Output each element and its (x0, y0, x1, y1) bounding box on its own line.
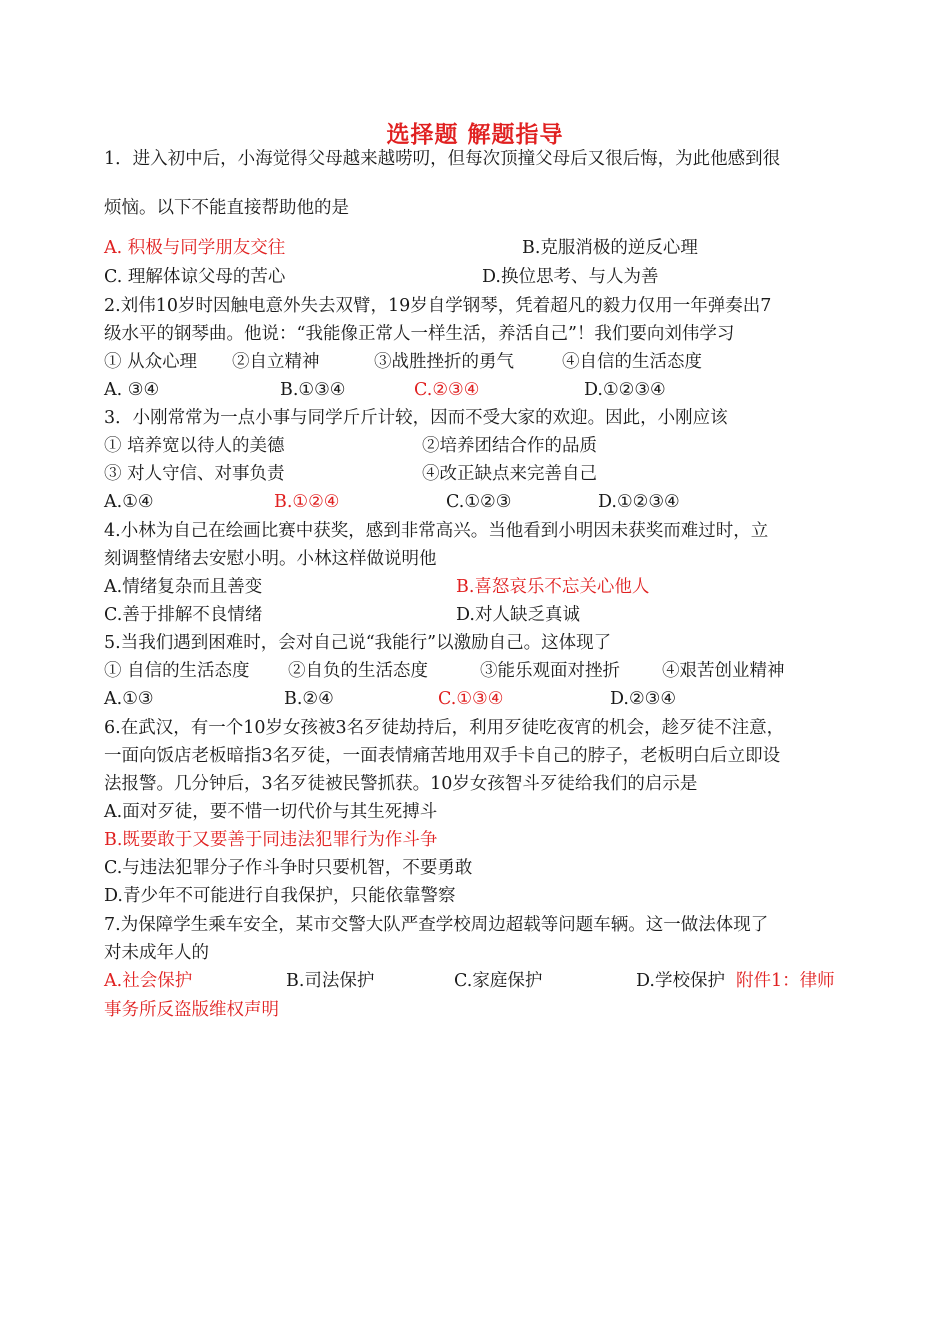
q3-item-4: ④改正缺点来完善自己 (422, 464, 597, 484)
q5-stem: 5.当我们遇到困难时，会对自己说“我能行”以激励自己。这体现了 (104, 633, 612, 653)
q2-option-a: A. ③④ (104, 380, 160, 400)
q6-stem-line-1: 6.在武汉，有一个10岁女孩被3名歹徒劫持后，利用歹徒吃夜宵的机会，趁歹徒不注意， (104, 718, 785, 738)
q5-item-1: ① 自信的生活态度 (104, 661, 250, 681)
q5-option-c: C.①③④ (438, 689, 504, 709)
page-title: 选择题 解题指导 (386, 122, 564, 148)
q1-stem-line-2: 烦恼。以下不能直接帮助他的是 (104, 198, 349, 218)
q2-stem-line-2: 级水平的钢琴曲。他说：“我能像正常人一样生活，养活自己”！我们要向刘伟学习 (104, 324, 735, 344)
q6-option-a: A.面对歹徒，要不惜一切代价与其生死搏斗 (104, 802, 438, 822)
q3-stem: 3．小刚常常为一点小事与同学斤斤计较，因而不受大家的欢迎。因此，小刚应该 (104, 408, 728, 428)
q6-stem-line-3: 法报警。几分钟后，3名歹徒被民警抓获。10岁女孩智斗歹徒给我们的启示是 (104, 774, 698, 794)
q6-option-d: D.青少年不可能进行自我保护，只能依靠警察 (104, 886, 456, 906)
q2-stem-line-1: 2.刘伟10岁时因触电意外失去双臂，19岁自学钢琴，凭着超凡的毅力仅用一年弹奏出7 (104, 296, 772, 316)
q6-option-c: C.与违法犯罪分子作斗争时只要机智，不要勇敢 (104, 858, 473, 878)
q2-option-c: C.②③④ (414, 380, 480, 400)
q5-option-d: D.②③④ (610, 689, 677, 709)
q3-item-2: ②培养团结合作的品质 (422, 436, 597, 456)
q3-option-c: C.①②③ (446, 492, 512, 512)
q6-stem-line-2: 一面向饭店老板暗指3名歹徒，一面表情痛苦地用双手卡自己的脖子，老板明白后立即设 (104, 746, 781, 766)
q1-option-b: B.克服消极的逆反心理 (522, 238, 698, 258)
q6-option-b: B.既要敢于又要善于同违法犯罪行为作斗争 (104, 830, 438, 850)
q1-option-c: C. 理解体谅父母的苦心 (104, 267, 286, 287)
q3-option-d: D.①②③④ (598, 492, 680, 512)
q1-option-d: D.换位思考、与人为善 (482, 267, 659, 287)
attachment-note-part-1: 附件1：律师 (736, 971, 835, 991)
q5-item-4: ④艰苦创业精神 (662, 661, 785, 681)
q4-option-c: C.善于排解不良情绪 (104, 605, 263, 625)
q3-option-b: B.①②④ (274, 492, 340, 512)
q4-option-d: D.对人缺乏真诚 (456, 605, 580, 625)
q2-item-2: ②自立精神 (232, 352, 320, 372)
q2-item-3: ③战胜挫折的勇气 (374, 352, 514, 372)
q4-option-b: B.喜怒哀乐不忘关心他人 (456, 577, 650, 597)
q4-option-a: A.情绪复杂而且善变 (104, 577, 263, 597)
q7-stem-line-2: 对未成年人的 (104, 943, 209, 963)
q1-stem-line-1: 1．进入初中后，小海觉得父母越来越唠叨，但每次顶撞父母后又很后悔，为此他感到很 (104, 149, 781, 169)
q2-option-b: B.①③④ (280, 380, 346, 400)
q7-stem-line-1: 7.为保障学生乘车安全，某市交警大队严查学校周边超载等问题车辆。这一做法体现了 (104, 915, 769, 935)
q2-item-1: ① 从众心理 (104, 352, 198, 372)
attachment-note-part-2: 事务所反盗版维权声明 (104, 1000, 279, 1020)
q3-item-3: ③ 对人守信、对事负责 (104, 464, 285, 484)
q7-option-a: A.社会保护 (104, 971, 193, 991)
q4-stem-line-1: 4.小林为自己在绘画比赛中获奖，感到非常高兴。当他看到小明因未获奖而难过时，立 (104, 521, 769, 541)
q5-item-2: ②自负的生活态度 (288, 661, 428, 681)
q3-option-a: A.①④ (104, 492, 154, 512)
q5-item-3: ③能乐观面对挫折 (480, 661, 620, 681)
q5-option-a: A.①③ (104, 689, 154, 709)
q2-item-4: ④自信的生活态度 (562, 352, 702, 372)
q5-option-b: B.②④ (284, 689, 334, 709)
q7-option-c: C.家庭保护 (454, 971, 543, 991)
q2-option-d: D.①②③④ (584, 380, 666, 400)
q7-option-b: B.司法保护 (286, 971, 375, 991)
q3-item-1: ① 培养宽以待人的美德 (104, 436, 285, 456)
q1-option-a: A. 积极与同学朋友交往 (104, 238, 286, 258)
q4-stem-line-2: 刻调整情绪去安慰小明。小林这样做说明他 (104, 549, 437, 569)
q7-option-d: D.学校保护 (636, 971, 725, 991)
